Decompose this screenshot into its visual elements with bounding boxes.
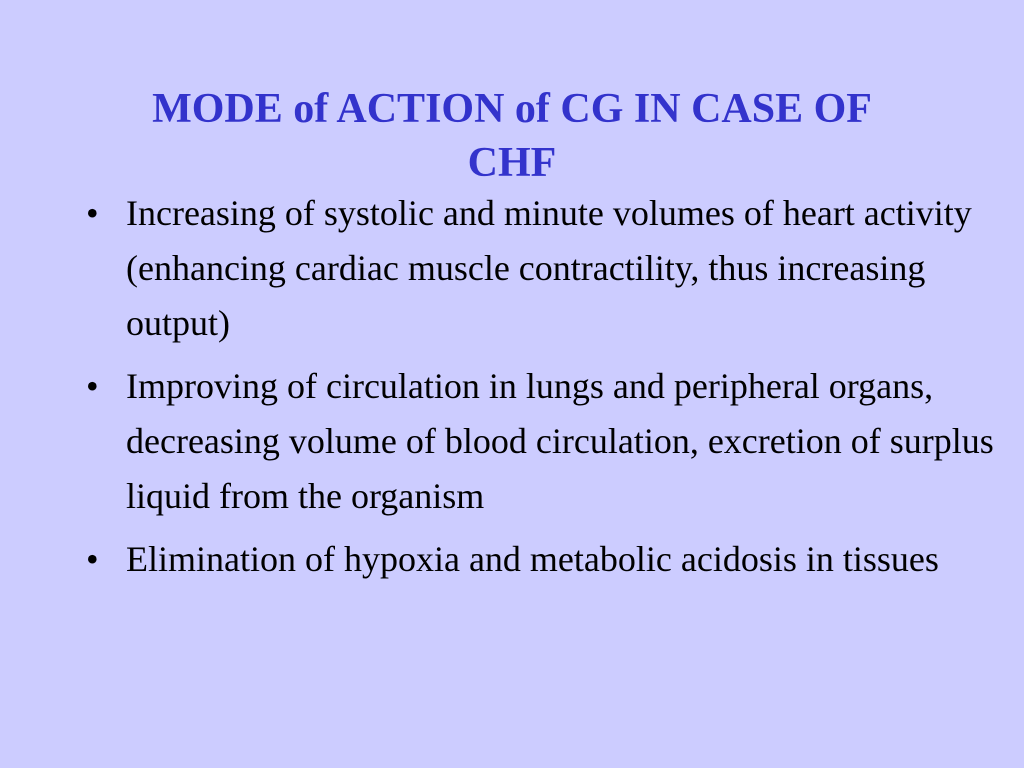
slide-title-line-1: MODE of ACTION of CG IN CASE OF bbox=[152, 86, 872, 132]
slide-title-line-2: CHF bbox=[467, 140, 557, 186]
bullet-text-1: Increasing of systolic and minute volumes of heart activity (enhancing cardiac muscle contractility, thus increasing output) bbox=[126, 193, 972, 343]
bullet-item-1 bbox=[82, 186, 1002, 351]
bullet-item-3 bbox=[82, 532, 1002, 587]
bullet-icon: • bbox=[86, 539, 99, 579]
bullet-text-3: Elimination of hypoxia and metabolic acidosis in tissues bbox=[126, 539, 939, 579]
slide-title bbox=[100, 82, 924, 190]
bullet-list bbox=[82, 186, 1002, 595]
bullet-text-2: Improving of circulation in lungs and peripheral organs, decreasing volume of blood circulation, excretion of surplus liquid from the organism bbox=[126, 366, 994, 516]
bullet-icon: • bbox=[86, 366, 99, 406]
bullet-item-2 bbox=[82, 359, 1002, 524]
bullet-icon: • bbox=[86, 193, 99, 233]
